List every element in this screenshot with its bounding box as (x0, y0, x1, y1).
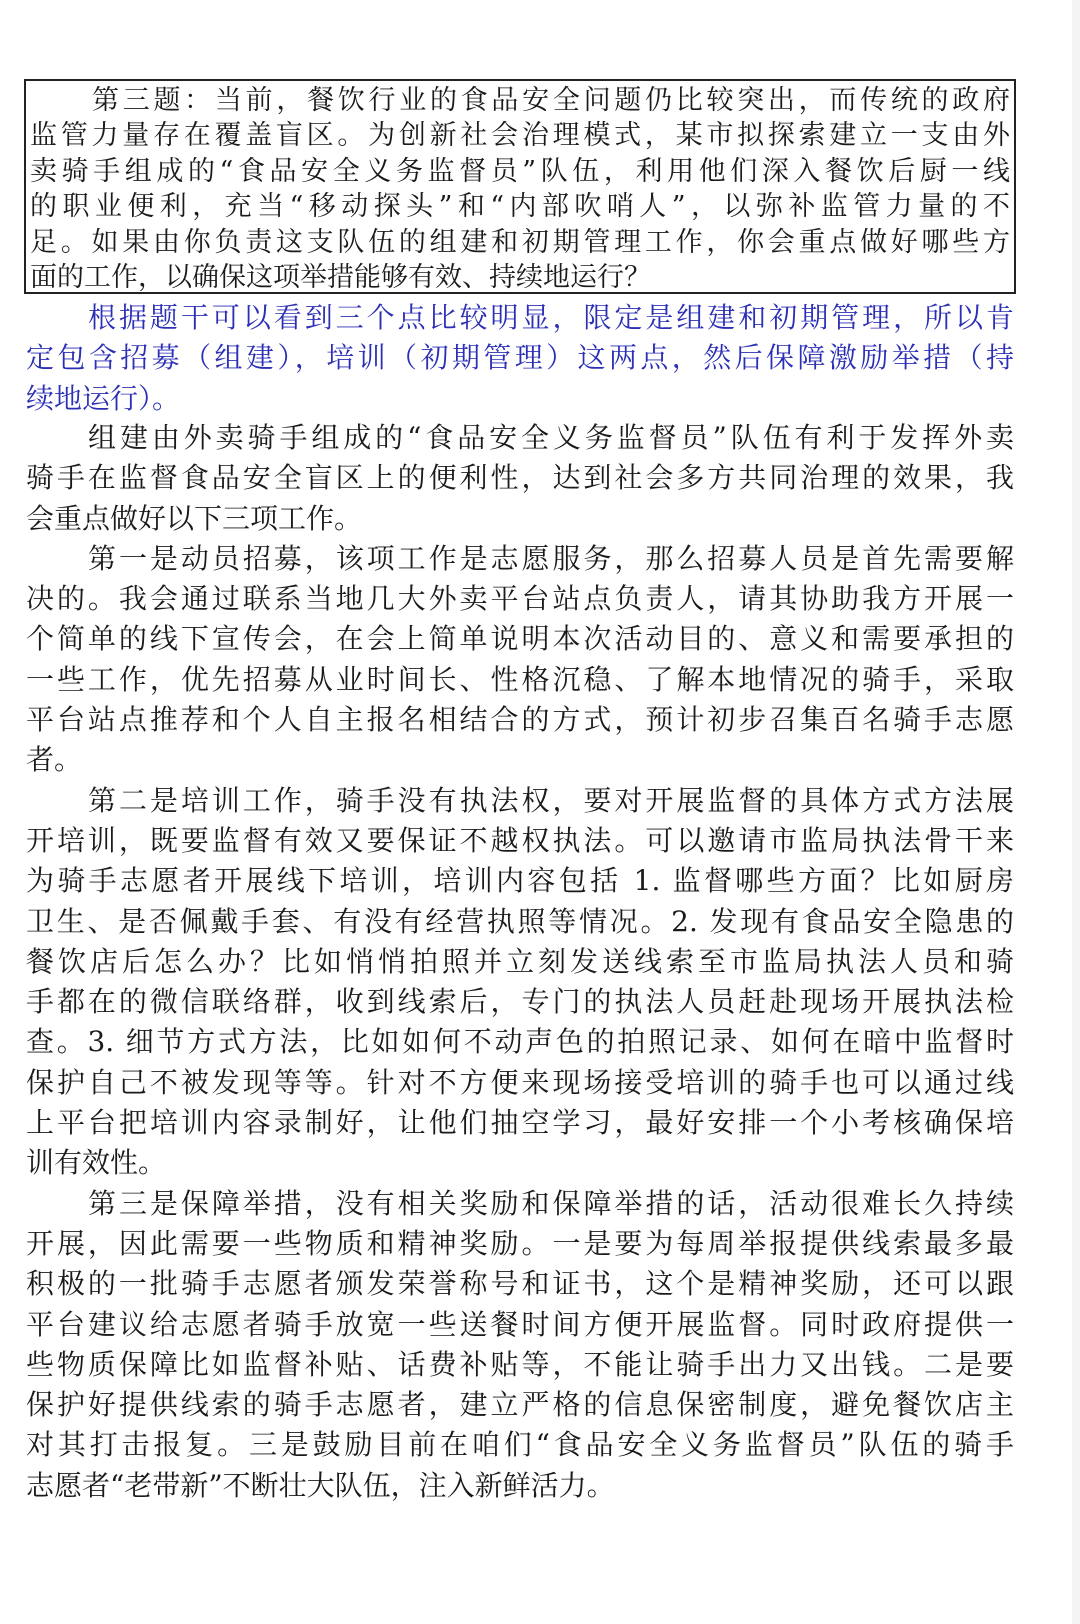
answer-line: 积极的一批骑手志愿者颁发荣誉称号和证书，这个是精神奖励，还可以跟 (26, 1267, 1014, 1301)
answer-line: 志愿者“老带新”不断壮大队伍，注入新鲜活力。 (26, 1468, 615, 1502)
question-line: 第三题：当前，餐饮行业的食品安全问题仍比较突出，而传统的政府 (92, 85, 1010, 116)
answer-line: 个简单的线下宣传会，在会上简单说明本次活动目的、意义和需要承担的 (26, 622, 1014, 656)
answer-line: 骑手在监督食品安全盲区上的便利性，达到社会多方共同治理的效果，我 (26, 461, 1014, 495)
answer-line: 者。 (26, 743, 83, 777)
answer-line: 第三是保障举措，没有相关奖励和保障举措的话，活动很难长久持续 (88, 1186, 1014, 1220)
question-line: 足。如果由你负责这支队伍的组建和初期管理工作，你会重点做好哪些方 (30, 226, 1010, 258)
question-box (24, 79, 1016, 294)
answer-line: 开培训，既要监督有效又要保证不越权执法。可以邀请市监局执法骨干来 (26, 823, 1014, 857)
note-line: 根据题干可以看到三个点比较明显，限定是组建和初期管理，所以肯 (88, 301, 1014, 334)
answer-line: 为骑手志愿者开展线下培训，培训内容包括 1. 监督哪些方面？比如厨房 (26, 864, 1014, 898)
answer-line: 保护自己不被发现等等。针对不方便来现场接受培训的骑手也可以通过线 (26, 1065, 1014, 1099)
question-line: 卖骑手组成的“食品安全义务监督员”队伍，利用他们深入餐饮后厨一线 (30, 155, 1010, 187)
answer-line: 卫生、是否佩戴手套、有没有经营执照等情况。2. 发现有食品安全隐患的 (26, 904, 1014, 938)
answer-line: 组建由外卖骑手组成的“食品安全义务监督员”队伍有利于发挥外卖 (88, 421, 1014, 454)
analysis-note (26, 298, 1014, 419)
answer-line: 手都在的微信联络群，收到线索后，专门的执法人员赶赴现场开展执法检 (26, 985, 1014, 1019)
answer-line: 餐饮店后怎么办？比如悄悄拍照并立刻发送线索至市监局执法人员和骑 (26, 944, 1014, 978)
answer-paragraph (26, 418, 1014, 539)
question-line: 的职业便利，充当“移动探头”和“内部吹哨人”，以弥补监管力量的不 (30, 191, 1010, 223)
answer-line: 会重点做好以下三项工作。 (26, 501, 363, 535)
note-line: 续地运行）。 (26, 381, 181, 415)
answer-line: 些物质保障比如监督补贴、话费补贴等，不能让骑手出力又出钱。二是要 (26, 1347, 1014, 1381)
answer-line: 一些工作，优先招募从业时间长、性格沉稳、了解本地情况的骑手，采取 (26, 662, 1014, 696)
answer-line: 对其打击报复。三是鼓励目前在咱们“食品安全义务监督员”队伍的骑手 (26, 1428, 1014, 1462)
answer-line: 保护好提供线索的骑手志愿者，建立严格的信息保密制度，避免餐饮店主 (26, 1388, 1014, 1422)
answer-line: 第二是培训工作，骑手没有执法权，要对开展监督的具体方式方法展 (88, 783, 1014, 817)
question-line: 监管力量存在覆盖盲区。为创新社会治理模式，某市拟探索建立一支由外 (30, 120, 1010, 152)
answer-body (26, 418, 1014, 1506)
answer-paragraph (26, 781, 1014, 1184)
answer-line: 上平台把培训内容录制好，让他们抽空学习，最好安排一个小考核确保培 (26, 1106, 1014, 1140)
answer-line: 平台建议给志愿者骑手放宽一些送餐时间方便开展监督。同时政府提供一 (26, 1307, 1014, 1341)
answer-line: 开展，因此需要一些物质和精神奖励。一是要为每周举报提供线索最多最 (26, 1226, 1014, 1260)
answer-line: 决的。我会通过联系当地几大外卖平台站点负责人，请其协助我方开展一 (26, 582, 1014, 616)
answer-paragraph (26, 539, 1014, 781)
answer-line: 查。3. 细节方式方法，比如如何不动声色的拍照记录、如何在暗中监督时 (26, 1025, 1014, 1059)
question-line: 面的工作，以确保这项举措能够有效、持续地运行？ (30, 261, 651, 293)
answer-paragraph (26, 1184, 1014, 1506)
answer-line: 平台站点推荐和个人自主报名相结合的方式，预计初步召集百名骑手志愿 (26, 703, 1014, 737)
note-line: 定包含招募（组建），培训（初期管理）这两点，然后保障激励举措（持 (26, 341, 1014, 375)
scrollbar[interactable] (1072, 0, 1080, 1624)
answer-line: 训有效性。 (26, 1146, 167, 1180)
answer-line: 第一是动员招募，该项工作是志愿服务，那么招募人员是首先需要解 (88, 541, 1014, 575)
